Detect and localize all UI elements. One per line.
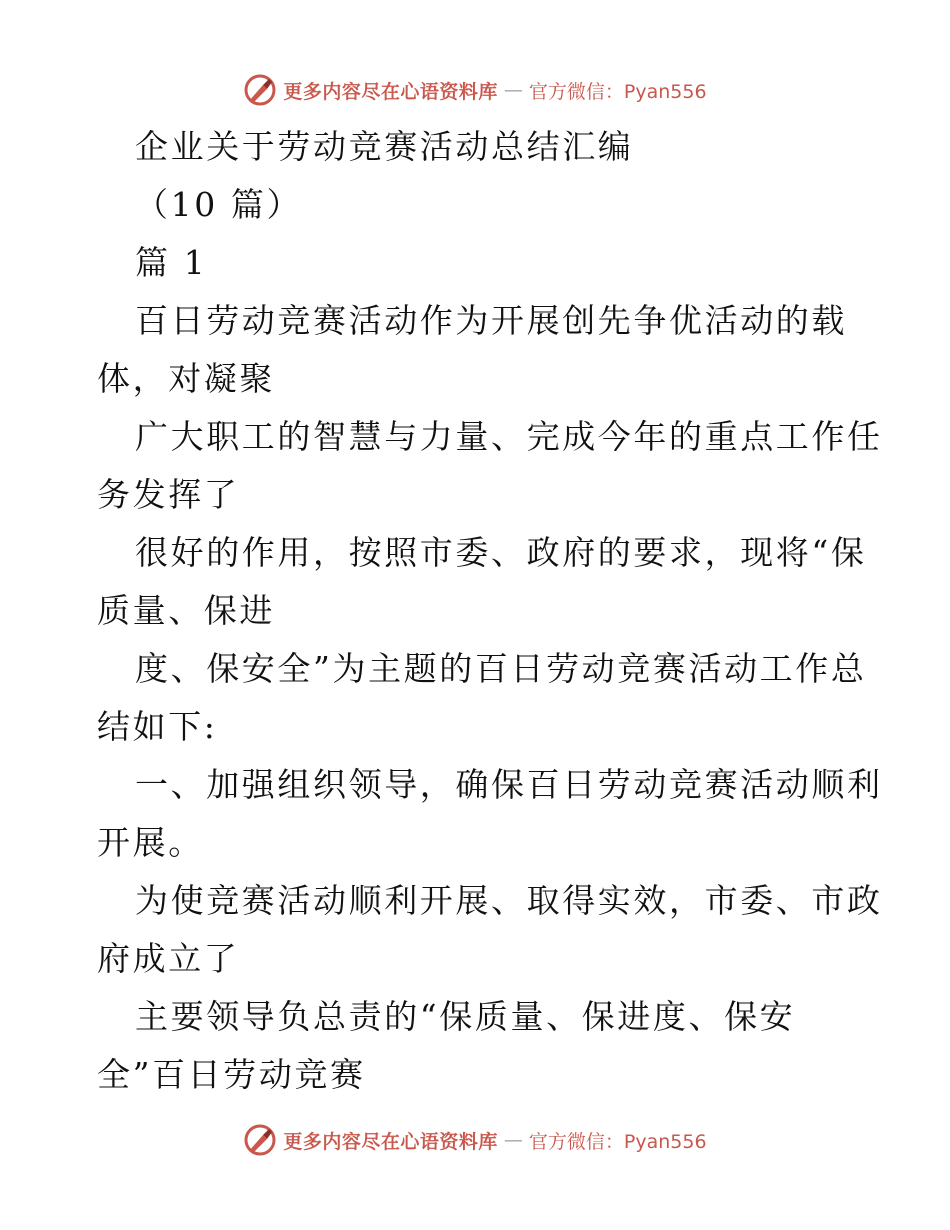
paragraph-line: 结如下: — [97, 707, 218, 746]
banner-title: 更多内容尽在心语资料库 — [283, 80, 498, 103]
paragraph-line: 为使竞赛活动顺利开展、取得实效，市委、市政 — [135, 881, 883, 920]
paragraph-line: 百日劳动竞赛活动作为开展创先争优活动的载 — [135, 301, 847, 340]
paragraph-line: 开展。 — [97, 823, 204, 862]
banner-title: 更多内容尽在心语资料库 — [283, 1130, 498, 1153]
banner-contact: 官方微信：Pyan556 — [528, 1130, 707, 1153]
document-title: 企业关于劳动竞赛活动总结汇编 — [135, 127, 634, 166]
paragraph-line: 质量、保进 — [97, 591, 275, 630]
header-banner — [0, 70, 950, 110]
paragraph-line: 全”百日劳动竞赛 — [97, 1055, 366, 1094]
paragraph-line: 府成立了 — [97, 939, 240, 978]
pen-logo-icon — [243, 73, 277, 107]
document-subtitle: （10 篇） — [135, 185, 303, 224]
paragraph-line: 体，对凝聚 — [97, 359, 275, 398]
paragraph-line: 主要领导负总责的“保质量、保进度、保安 — [135, 997, 796, 1036]
banner-contact: 官方微信：Pyan556 — [528, 80, 707, 103]
banner-separator: — — [503, 79, 523, 101]
section-heading: 篇 1 — [135, 243, 208, 282]
paragraph-line: 度、保安全”为主题的百日劳动竞赛活动工作总 — [135, 649, 867, 688]
banner-separator: — — [503, 1129, 523, 1151]
pen-logo-icon — [243, 1123, 277, 1157]
section-heading: 一、加强组织领导，确保百日劳动竞赛活动顺利 — [135, 765, 883, 804]
footer-banner — [0, 1120, 950, 1160]
document-body — [97, 118, 883, 1104]
paragraph-line: 很好的作用，按照市委、政府的要求，现将“保 — [135, 533, 867, 572]
paragraph-line: 务发挥了 — [97, 475, 240, 514]
paragraph-line: 广大职工的智慧与力量、完成今年的重点工作任 — [135, 417, 883, 456]
